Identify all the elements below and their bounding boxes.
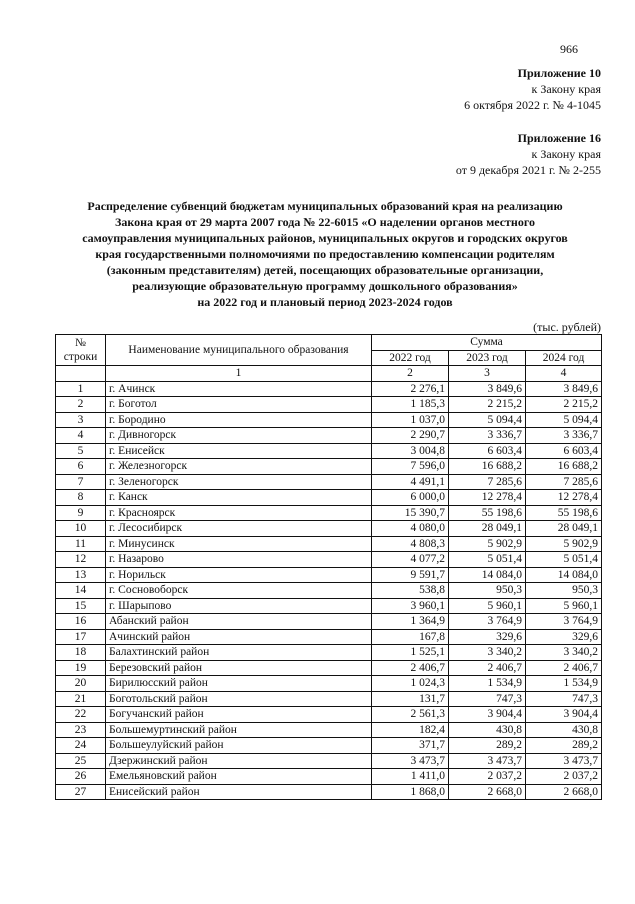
table-row: [56, 381, 602, 397]
table-row: [56, 474, 602, 490]
municipality-name-cell: г. Енисейск: [106, 443, 372, 459]
table-row: [56, 412, 602, 428]
municipality-name-cell: г. Норильск: [106, 567, 372, 583]
amount-2022-cell: 2 276,1: [372, 381, 449, 397]
amount-2022-cell: 4 080,0: [372, 521, 449, 537]
table-row: [56, 397, 602, 413]
amount-2023-cell: 6 603,4: [449, 443, 526, 459]
table-row: [56, 536, 602, 552]
amount-2023-cell: 55 198,6: [449, 505, 526, 521]
amount-2023-cell: 1 534,9: [449, 676, 526, 692]
index-cell: 2: [372, 366, 449, 382]
amount-2024-cell: 430,8: [526, 722, 602, 738]
title-line: реализующие образовательную программу дошкольного образования»: [132, 279, 518, 293]
title-line: на 2022 год и плановый период 2023-2024 годов: [197, 295, 453, 309]
appendix-10-date: 6 октября 2022 г. № 4-1045: [464, 98, 601, 112]
amount-2024-cell: 2 406,7: [526, 660, 602, 676]
header-year-2024: 2024 год: [526, 350, 602, 366]
municipality-name-cell: г. Железногорск: [106, 459, 372, 475]
amount-2022-cell: 1 411,0: [372, 769, 449, 785]
row-number-cell: 14: [56, 583, 106, 599]
row-number-cell: 22: [56, 707, 106, 723]
row-number-cell: 11: [56, 536, 106, 552]
amount-2023-cell: 28 049,1: [449, 521, 526, 537]
appendix-10-header: [464, 65, 601, 113]
amount-2022-cell: 4 077,2: [372, 552, 449, 568]
page-number: 966: [560, 42, 578, 56]
amount-2023-cell: 3 340,2: [449, 645, 526, 661]
amount-2024-cell: 747,3: [526, 691, 602, 707]
table-row: [56, 614, 602, 630]
row-number-cell: 20: [56, 676, 106, 692]
amount-2023-cell: 3 473,7: [449, 753, 526, 769]
amount-2022-cell: 1 024,3: [372, 676, 449, 692]
header-municipality: Наименование муниципального образования: [106, 335, 372, 366]
table-row: [56, 505, 602, 521]
title-line: самоуправления муниципальных районов, муниципальных округов и городских округов: [82, 231, 568, 245]
municipality-name-cell: г. Красноярск: [106, 505, 372, 521]
amount-2022-cell: 3 004,8: [372, 443, 449, 459]
amount-2023-cell: 7 285,6: [449, 474, 526, 490]
amount-2024-cell: 7 285,6: [526, 474, 602, 490]
header-sum: Сумма: [372, 335, 602, 351]
amount-2024-cell: 3 764,9: [526, 614, 602, 630]
table-body: [56, 366, 602, 800]
municipality-name-cell: Богучанский район: [106, 707, 372, 723]
row-number-cell: 21: [56, 691, 106, 707]
amount-2023-cell: 14 084,0: [449, 567, 526, 583]
amount-2023-cell: 747,3: [449, 691, 526, 707]
row-number-cell: 1: [56, 381, 106, 397]
table-row: [56, 490, 602, 506]
amount-2022-cell: 3 960,1: [372, 598, 449, 614]
amount-2024-cell: 5 960,1: [526, 598, 602, 614]
amount-2022-cell: 9 591,7: [372, 567, 449, 583]
amount-2022-cell: 7 596,0: [372, 459, 449, 475]
appendix-16-title: Приложение 16: [517, 131, 601, 145]
amount-2023-cell: 3 904,4: [449, 707, 526, 723]
amount-2022-cell: 4 808,3: [372, 536, 449, 552]
amount-2022-cell: 182,4: [372, 722, 449, 738]
municipality-name-cell: Енисейский район: [106, 784, 372, 800]
table-row: [56, 443, 602, 459]
municipality-name-cell: г. Ачинск: [106, 381, 372, 397]
municipality-name-cell: г. Бородино: [106, 412, 372, 428]
row-number-cell: 19: [56, 660, 106, 676]
municipality-name-cell: г. Шарыпово: [106, 598, 372, 614]
title-line: края государственными полномочиями по предоставлению компенсации родителям: [95, 247, 555, 261]
amount-2024-cell: 289,2: [526, 738, 602, 754]
table-row: [56, 521, 602, 537]
amount-2022-cell: 1 868,0: [372, 784, 449, 800]
header-row-number: [56, 335, 106, 366]
municipality-name-cell: Балахтинский район: [106, 645, 372, 661]
document-title: [40, 198, 610, 310]
amount-2024-cell: 12 278,4: [526, 490, 602, 506]
appendix-16-law: к Закону края: [531, 147, 601, 161]
index-cell: 1: [106, 366, 372, 382]
amount-2024-cell: 2 215,2: [526, 397, 602, 413]
amount-2024-cell: 3 336,7: [526, 428, 602, 444]
amount-2023-cell: 5 960,1: [449, 598, 526, 614]
amount-2023-cell: 3 336,7: [449, 428, 526, 444]
amount-2022-cell: 1 037,0: [372, 412, 449, 428]
row-number-cell: 25: [56, 753, 106, 769]
table-row: [56, 738, 602, 754]
amount-2023-cell: 329,6: [449, 629, 526, 645]
municipality-name-cell: Емельяновский район: [106, 769, 372, 785]
title-line: Распределение субвенций бюджетам муниципальных образований края на реализацию: [87, 199, 563, 213]
amount-2022-cell: 1 185,3: [372, 397, 449, 413]
amount-2022-cell: 131,7: [372, 691, 449, 707]
header-year-2023: 2023 год: [449, 350, 526, 366]
row-number-cell: 7: [56, 474, 106, 490]
amount-2022-cell: 538,8: [372, 583, 449, 599]
table-row: [56, 676, 602, 692]
amount-2024-cell: 3 849,6: [526, 381, 602, 397]
amount-2022-cell: 3 473,7: [372, 753, 449, 769]
row-number-cell: 5: [56, 443, 106, 459]
municipality-name-cell: г. Назарово: [106, 552, 372, 568]
appendix-10-title: Приложение 10: [517, 66, 601, 80]
row-number-cell: 23: [56, 722, 106, 738]
subsidy-table: [55, 334, 602, 800]
amount-2023-cell: 5 051,4: [449, 552, 526, 568]
municipality-name-cell: г. Минусинск: [106, 536, 372, 552]
table-row: [56, 691, 602, 707]
municipality-name-cell: Боготольский район: [106, 691, 372, 707]
table-row: [56, 583, 602, 599]
table-row: [56, 784, 602, 800]
amount-2024-cell: 5 051,4: [526, 552, 602, 568]
amount-2022-cell: 1 525,1: [372, 645, 449, 661]
amount-2022-cell: 4 491,1: [372, 474, 449, 490]
row-number-cell: 12: [56, 552, 106, 568]
title-line: (законным представителям) детей, посещающих образовательные организации,: [106, 263, 544, 277]
table-row: [56, 629, 602, 645]
units-label: (тыс. рублей): [533, 320, 601, 334]
row-number-cell: 8: [56, 490, 106, 506]
amount-2023-cell: 12 278,4: [449, 490, 526, 506]
amount-2024-cell: 16 688,2: [526, 459, 602, 475]
municipality-name-cell: г. Дивногорск: [106, 428, 372, 444]
amount-2023-cell: 2 037,2: [449, 769, 526, 785]
amount-2022-cell: 1 364,9: [372, 614, 449, 630]
table-row: [56, 459, 602, 475]
amount-2022-cell: 15 390,7: [372, 505, 449, 521]
table-row: [56, 753, 602, 769]
row-number-cell: 10: [56, 521, 106, 537]
amount-2023-cell: 3 849,6: [449, 381, 526, 397]
amount-2023-cell: 289,2: [449, 738, 526, 754]
row-number-cell: 26: [56, 769, 106, 785]
amount-2022-cell: 2 290,7: [372, 428, 449, 444]
column-index-row: [56, 366, 602, 382]
municipality-name-cell: г. Канск: [106, 490, 372, 506]
row-number-cell: 2: [56, 397, 106, 413]
appendix-16-header: [456, 130, 601, 178]
municipality-name-cell: г. Лесосибирск: [106, 521, 372, 537]
row-number-cell: 4: [56, 428, 106, 444]
row-number-cell: 16: [56, 614, 106, 630]
amount-2022-cell: 2 406,7: [372, 660, 449, 676]
table-row: [56, 660, 602, 676]
appendix-16-date: от 9 декабря 2021 г. № 2-255: [455, 163, 601, 177]
table-row: [56, 707, 602, 723]
amount-2023-cell: 5 902,9: [449, 536, 526, 552]
municipality-name-cell: Березовский район: [106, 660, 372, 676]
table-row: [56, 598, 602, 614]
amount-2024-cell: 14 084,0: [526, 567, 602, 583]
amount-2023-cell: 430,8: [449, 722, 526, 738]
table-row: [56, 552, 602, 568]
amount-2024-cell: 2 668,0: [526, 784, 602, 800]
amount-2024-cell: 3 473,7: [526, 753, 602, 769]
amount-2024-cell: 3 904,4: [526, 707, 602, 723]
header-row-number-symbol: №: [75, 337, 86, 349]
row-number-cell: 24: [56, 738, 106, 754]
table-row: [56, 769, 602, 785]
amount-2024-cell: 1 534,9: [526, 676, 602, 692]
amount-2023-cell: 5 094,4: [449, 412, 526, 428]
municipality-name-cell: Дзержинский район: [106, 753, 372, 769]
table-row: [56, 722, 602, 738]
table-row: [56, 567, 602, 583]
amount-2022-cell: 167,8: [372, 629, 449, 645]
appendix-10-law: к Закону края: [531, 82, 601, 96]
amount-2024-cell: 5 094,4: [526, 412, 602, 428]
amount-2024-cell: 6 603,4: [526, 443, 602, 459]
municipality-name-cell: г. Зеленогорск: [106, 474, 372, 490]
table-row: [56, 428, 602, 444]
amount-2023-cell: 2 668,0: [449, 784, 526, 800]
index-cell: [56, 366, 106, 382]
index-cell: 4: [526, 366, 602, 382]
row-number-cell: 6: [56, 459, 106, 475]
row-number-cell: 3: [56, 412, 106, 428]
amount-2024-cell: 28 049,1: [526, 521, 602, 537]
municipality-name-cell: Бирилюсский район: [106, 676, 372, 692]
header-row-number-label: строки: [63, 351, 98, 363]
amount-2024-cell: 55 198,6: [526, 505, 602, 521]
municipality-name-cell: Абанский район: [106, 614, 372, 630]
row-number-cell: 13: [56, 567, 106, 583]
municipality-name-cell: г. Боготол: [106, 397, 372, 413]
amount-2024-cell: 5 902,9: [526, 536, 602, 552]
municipality-name-cell: Ачинский район: [106, 629, 372, 645]
table-row: [56, 645, 602, 661]
amount-2024-cell: 329,6: [526, 629, 602, 645]
amount-2023-cell: 2 406,7: [449, 660, 526, 676]
amount-2023-cell: 2 215,2: [449, 397, 526, 413]
row-number-cell: 15: [56, 598, 106, 614]
amount-2022-cell: 6 000,0: [372, 490, 449, 506]
municipality-name-cell: Большемуртинский район: [106, 722, 372, 738]
index-cell: 3: [449, 366, 526, 382]
amount-2023-cell: 3 764,9: [449, 614, 526, 630]
header-year-2022: 2022 год: [372, 350, 449, 366]
title-line: Закона края от 29 марта 2007 года № 22-6015 «О наделении органов местного: [115, 215, 535, 229]
row-number-cell: 17: [56, 629, 106, 645]
row-number-cell: 18: [56, 645, 106, 661]
amount-2024-cell: 3 340,2: [526, 645, 602, 661]
municipality-name-cell: г. Сосновоборск: [106, 583, 372, 599]
amount-2024-cell: 950,3: [526, 583, 602, 599]
amount-2024-cell: 2 037,2: [526, 769, 602, 785]
amount-2022-cell: 2 561,3: [372, 707, 449, 723]
amount-2022-cell: 371,7: [372, 738, 449, 754]
municipality-name-cell: Большеулуйский район: [106, 738, 372, 754]
amount-2023-cell: 16 688,2: [449, 459, 526, 475]
amount-2023-cell: 950,3: [449, 583, 526, 599]
row-number-cell: 9: [56, 505, 106, 521]
row-number-cell: 27: [56, 784, 106, 800]
